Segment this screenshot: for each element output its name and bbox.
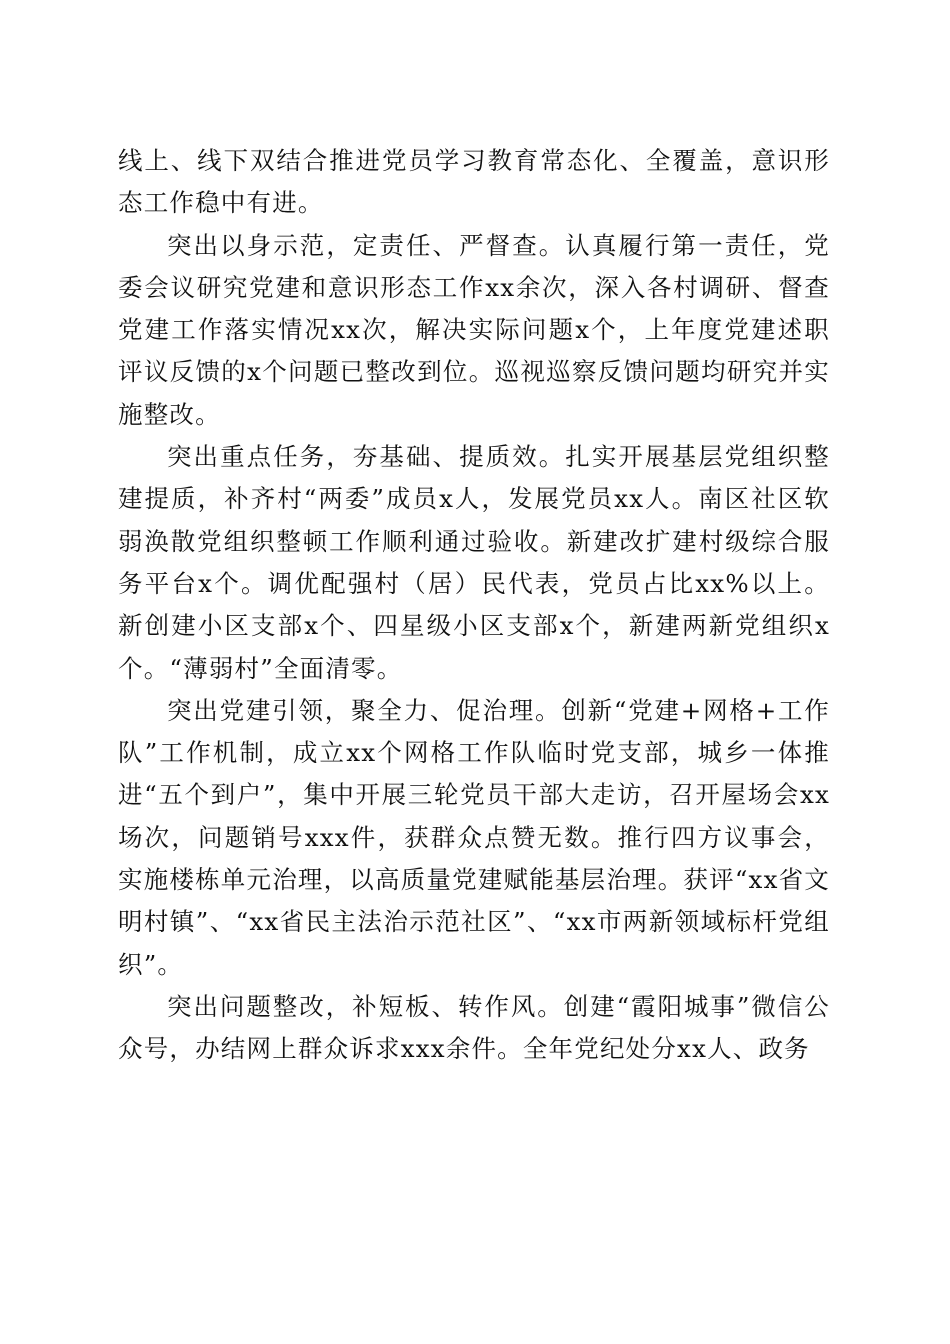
document-body [118,140,830,1071]
paragraph-2: 突出以身示范，定责任、严督查。认真履行第一责任，党委会议研究党建和意识形态工作xx余次，深入各村调研、督查党建工作落实情况xx次，解决实际问题x个，上年度党建述职评议反馈的x个问题已整改到位。巡视巡察反馈问题均研究并实施整改。 [118,230,830,429]
paragraph-5: 突出问题整改，补短板、转作风。创建“霞阳城事”微信公众号，办结网上群众诉求xxx余件。全年党纪处分xx人、政务 [118,991,830,1064]
paragraph-4: 突出党建引领，聚全力、促治理。创新“党建+网格+工作队”工作机制，成立xx个网格工作队临时党支部，城乡一体推进“五个到户”，集中开展三轮党员干部大走访，召开屋场会xx场次，问题销号xxx件，获群众点赞无数。推行四方议事会，实施楼栋单元治理，以高质量党建赋能基层治理。获评“xx省文明村镇”、“xx省民主法治示范社区”、“xx市两新领域标杆党组织”。 [118,695,830,979]
paragraph-1: 线上、线下双结合推进党员学习教育常态化、全覆盖，意识形态工作稳中有进。 [118,146,830,218]
paragraph-3: 突出重点任务，夯基础、提质效。扎实开展基层党组织整建提质，补齐村“两委”成员x人，发展党员xx人。南区社区软弱涣散党组织整顿工作顺利通过验收。新建改扩建村级综合服务平台x个。调优配强村（居）民代表，党员占比xx%以上。新创建小区支部x个、四星级小区支部x个，新建两新党组织x个。“薄弱村”全面清零。 [118,442,830,683]
